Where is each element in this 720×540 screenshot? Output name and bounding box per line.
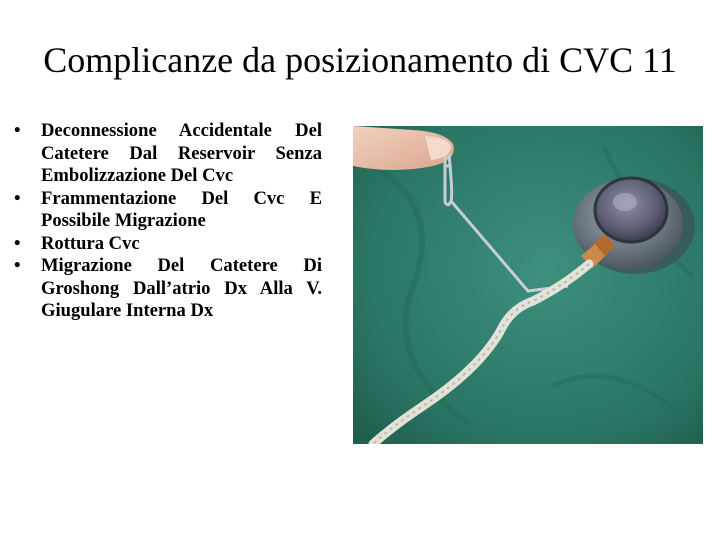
bullet-glyph: • bbox=[14, 187, 21, 209]
catheter-port-photo bbox=[353, 126, 703, 444]
bullet-item bbox=[14, 120, 322, 188]
bullet-glyph: • bbox=[14, 120, 21, 141]
bullet-text: Frammentazione Del Cvc E Possibile Migrazione bbox=[41, 187, 322, 231]
slide-title: Complicanze da posizionamento di CVC 11 bbox=[43, 40, 677, 80]
port-septum bbox=[595, 178, 667, 242]
bullet-text: Deconnessione Accidentale Del Catetere Dal Reservoir Senza Embolizzazione Del Cvc bbox=[41, 120, 322, 186]
bullet-glyph: • bbox=[14, 255, 21, 276]
bullet-text: Migrazione Del Catetere Di Groshong Dall’atrio Dx Alla V. Giugulare Interna Dx bbox=[41, 255, 322, 321]
green-drape bbox=[353, 126, 703, 444]
bullet-list bbox=[14, 120, 322, 323]
bullet-text: Rottura Cvc bbox=[41, 232, 140, 254]
bullet-glyph: • bbox=[14, 232, 21, 254]
bullet-item bbox=[14, 255, 322, 323]
bullet-item bbox=[14, 233, 322, 256]
catheter-port-illustration bbox=[353, 126, 703, 444]
bullet-item bbox=[14, 188, 322, 233]
